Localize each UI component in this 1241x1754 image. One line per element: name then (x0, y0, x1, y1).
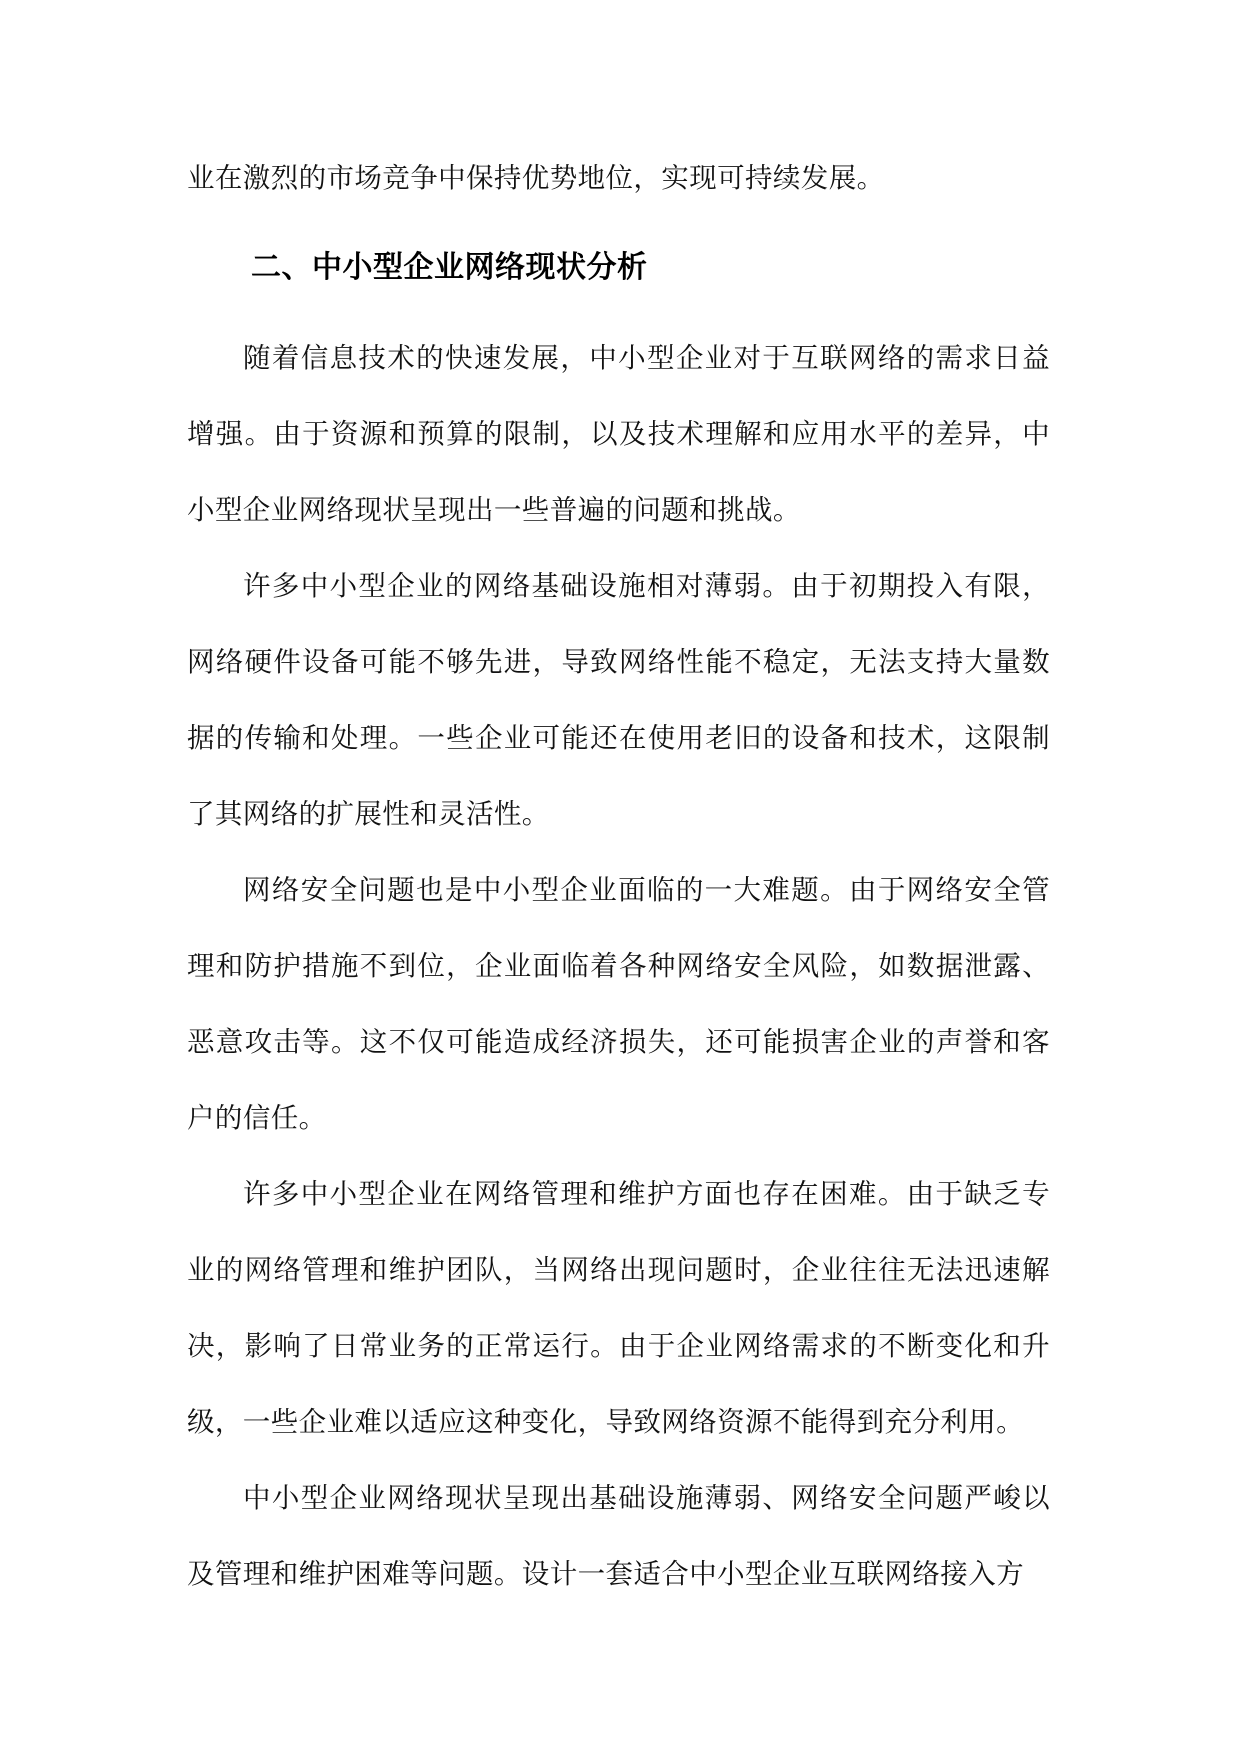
paragraph-management: 许多中小型企业在网络管理和维护方面也存在困难。由于缺乏专业的网络管理和维护团队，当网络出现问题时，企业往往无法迅速解决，影响了日常业务的正常运行。由于企业网络需求的不断变化和升级，一些企业难以适应这种变化，导致网络资源不能得到充分利用。 (187, 1178, 1050, 1438)
continuation-paragraph: 业在激烈的市场竞争中保持优势地位，实现可持续发展。 (187, 162, 885, 194)
document-body (187, 140, 1050, 1612)
paragraph-security: 网络安全问题也是中小型企业面临的一大难题。由于网络安全管理和防护措施不到位，企业面临着各种网络安全风险，如数据泄露、恶意攻击等。这不仅可能造成经济损失，还可能损害企业的声誉和客户的信任。 (187, 874, 1050, 1134)
paragraph-infrastructure: 许多中小型企业的网络基础设施相对薄弱。由于初期投入有限，网络硬件设备可能不够先进，导致网络性能不稳定，无法支持大量数据的传输和处理。一些企业可能还在使用老旧的设备和技术，这限制了其网络的扩展性和灵活性。 (187, 570, 1050, 830)
paragraph-network-demand: 随着信息技术的快速发展，中小型企业对于互联网络的需求日益增强。由于资源和预算的限制，以及技术理解和应用水平的差异，中小型企业网络现状呈现出一些普遍的问题和挑战。 (187, 342, 1050, 526)
section-heading: 二、中小型企业网络现状分析 (251, 250, 648, 285)
paragraph-summary: 中小型企业网络现状呈现出基础设施薄弱、网络安全问题严峻以及管理和维护困难等问题。设计一套适合中小型企业互联网络接入方 (187, 1482, 1050, 1590)
